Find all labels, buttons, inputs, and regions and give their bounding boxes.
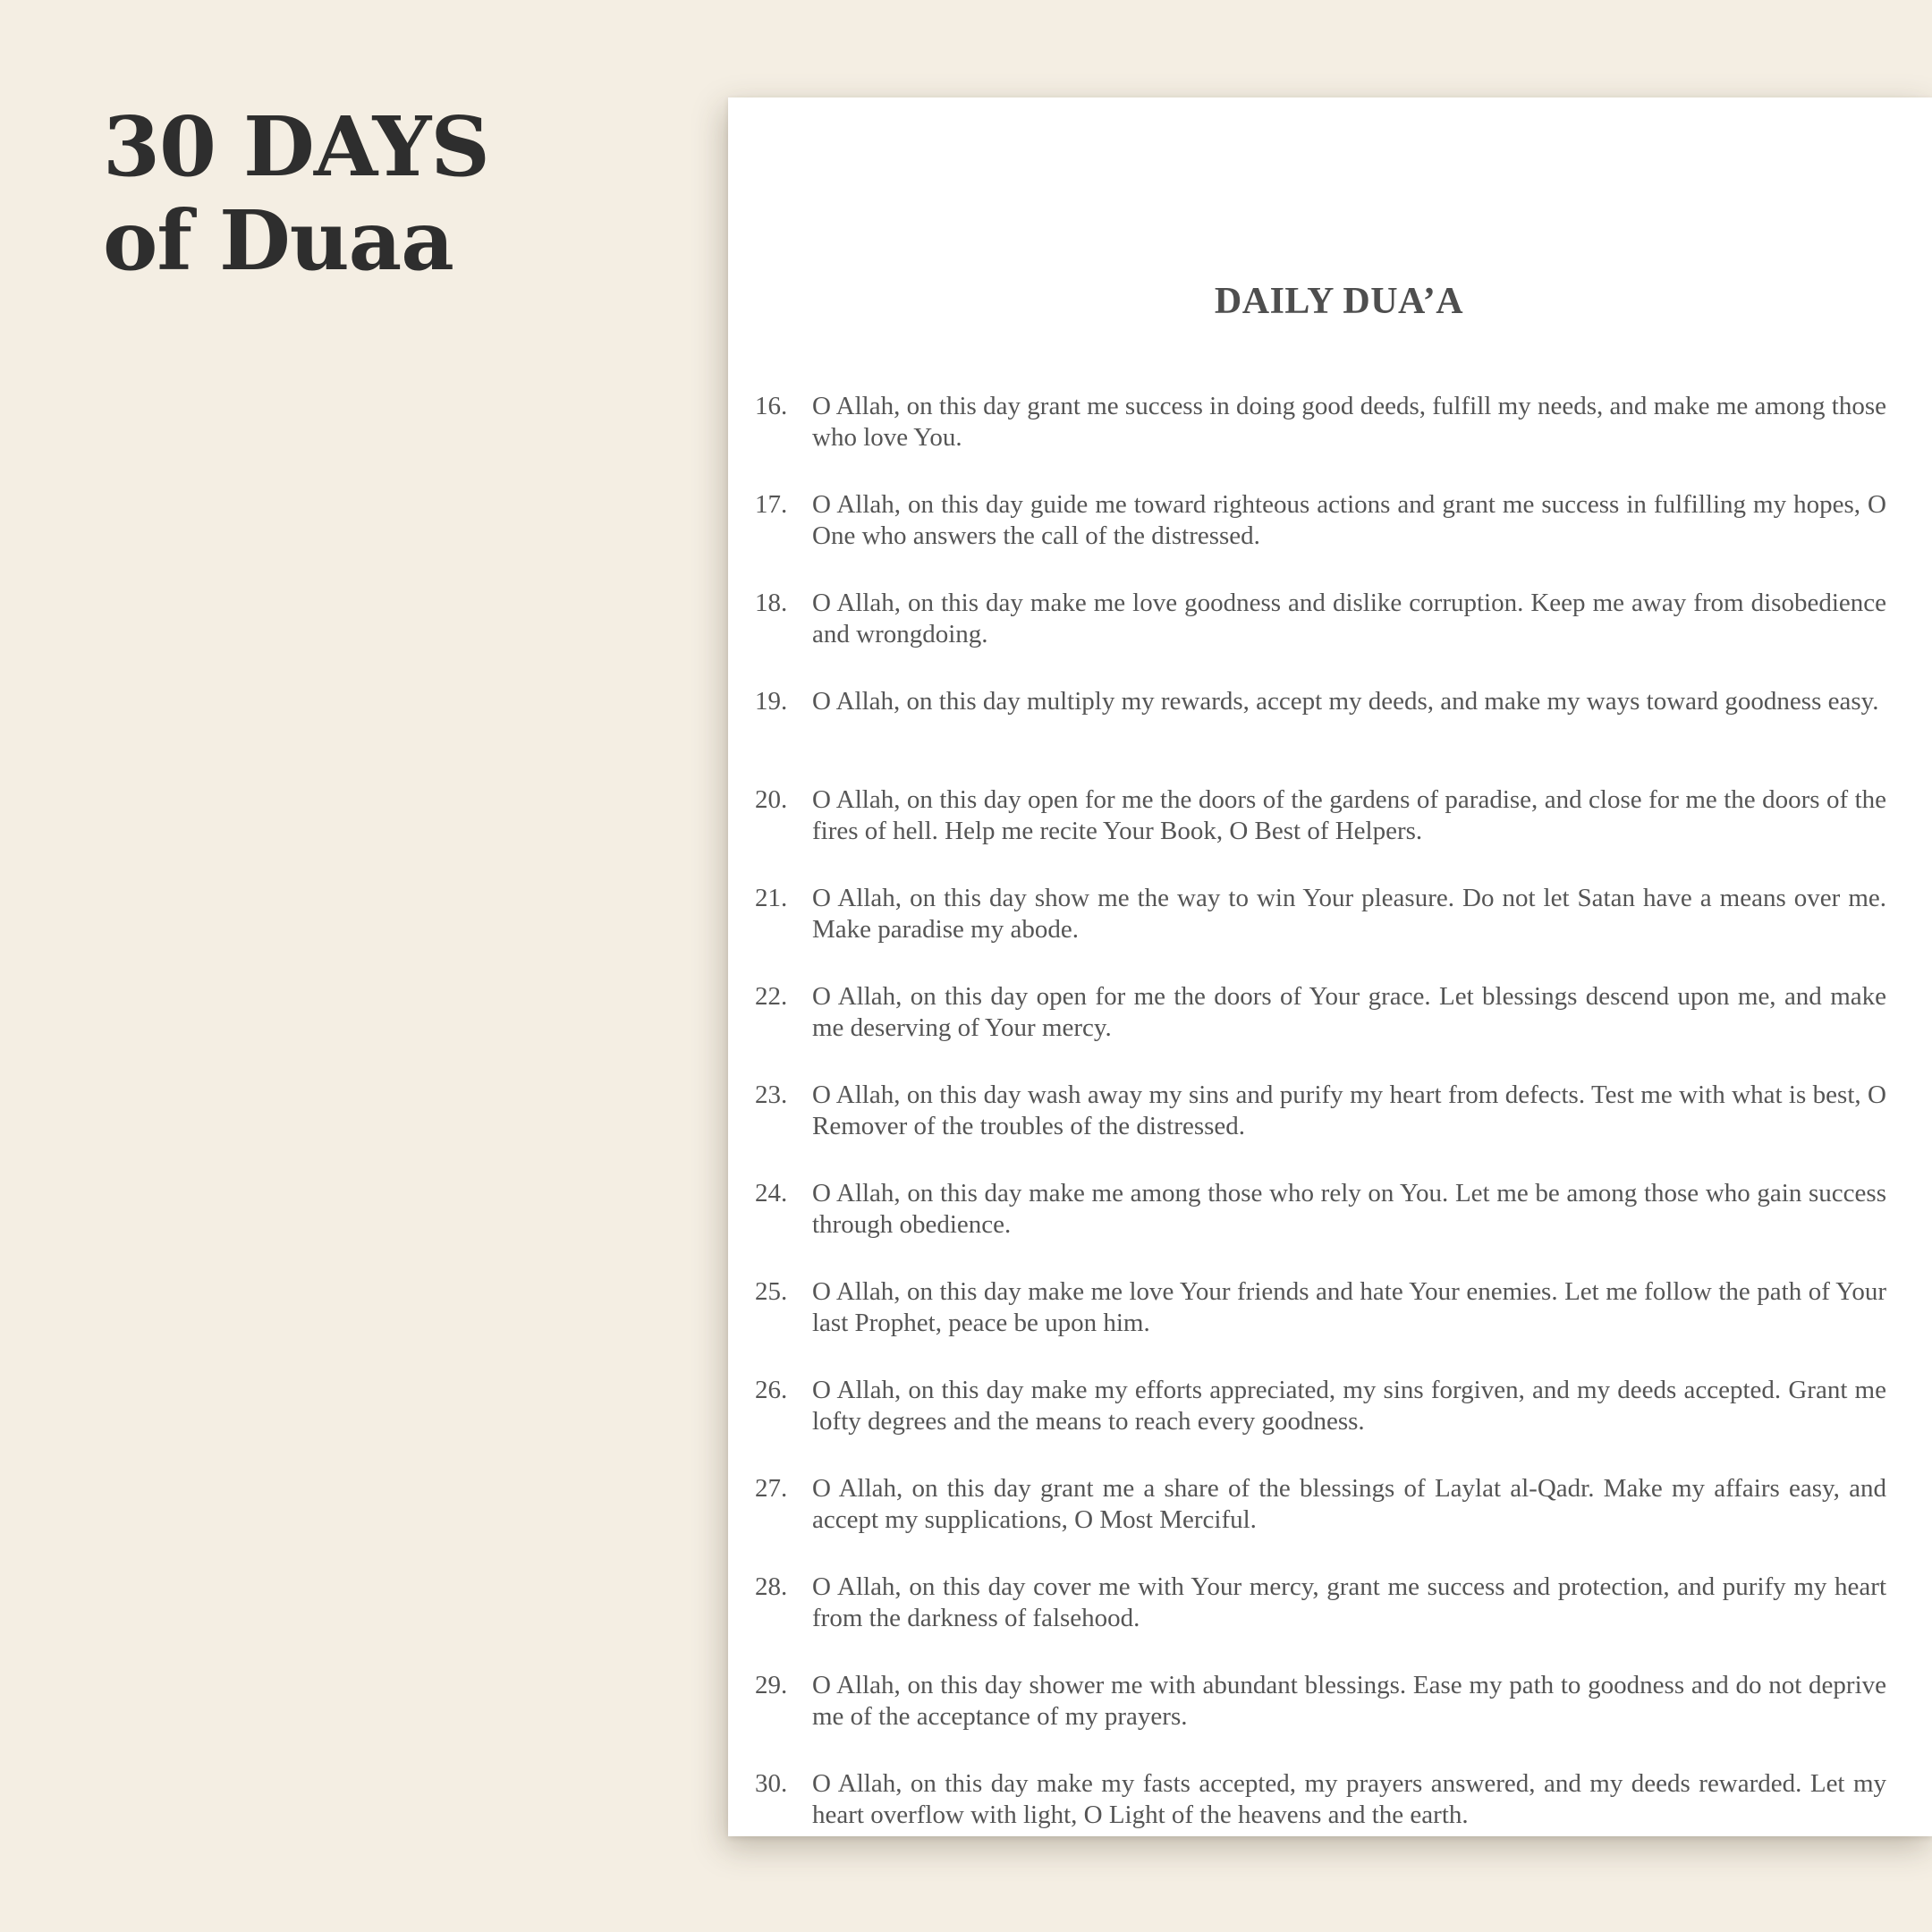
dua-text: O Allah, on this day make my fasts accepted, my prayers answered, and my deeds rewarded. Let my heart overflow with light, O Light of the heavens and the earth.	[812, 1769, 1886, 1829]
dua-text: O Allah, on this day open for me the doors of Your grace. Let blessings descend upon me, and make me deserving of Your mercy.	[812, 982, 1886, 1042]
dua-text: O Allah, on this day grant me a share of the blessings of Laylat al-Qadr. Make my affairs easy, and accept my supplications, O Most Merciful.	[812, 1474, 1886, 1534]
page-heading: DAILY DUA’A	[1214, 281, 1464, 322]
dua-text: O Allah, on this day show me the way to win Your pleasure. Do not let Satan have a means over me. Make paradise my abode.	[812, 884, 1886, 944]
dua-number: 18.	[755, 589, 788, 617]
list-item	[755, 1572, 1886, 1670]
list-item	[755, 686, 1886, 784]
dua-text: O Allah, on this day guide me toward righteous actions and grant me success in fulfilling my hopes, O One who answers the call of the distressed.	[812, 490, 1886, 550]
list-item	[755, 391, 1886, 489]
dua-number: 26.	[755, 1376, 788, 1404]
list-item	[755, 1178, 1886, 1276]
dua-number: 23.	[755, 1080, 788, 1109]
dua-text: O Allah, on this day make me love Your friends and hate Your enemies. Let me follow the path of Your last Prophet, peace be upon him.	[812, 1277, 1886, 1337]
list-item	[755, 883, 1886, 981]
list-item	[755, 1276, 1886, 1375]
dua-text: O Allah, on this day make me among those who rely on You. Let me be among those who gain success through obedience.	[812, 1179, 1886, 1239]
dua-number: 16.	[755, 392, 788, 420]
dua-text: O Allah, on this day wash away my sins and purify my heart from defects. Test me with what is best, O Remover of the troubles of the distressed.	[812, 1080, 1886, 1140]
list-item	[755, 981, 1886, 1080]
dua-number: 27.	[755, 1474, 788, 1503]
list-item	[755, 784, 1886, 883]
list-item	[755, 1375, 1886, 1473]
dua-text: O Allah, on this day open for me the doors of the gardens of paradise, and close for me the doors of the fires of hell. Help me recite Your Book, O Best of Helpers.	[812, 785, 1886, 845]
dua-number: 21.	[755, 884, 788, 912]
dua-number: 28.	[755, 1572, 788, 1601]
hero-title-line-1: 30 DAYS	[103, 98, 489, 195]
dua-text: O Allah, on this day cover me with Your mercy, grant me success and protection, and purify my heart from the darkness of falsehood.	[812, 1572, 1886, 1632]
dua-number: 24.	[755, 1179, 788, 1208]
list-item	[755, 588, 1886, 686]
dua-number: 25.	[755, 1277, 788, 1306]
dua-text: O Allah, on this day shower me with abundant blessings. Ease my path to goodness and do not deprive me of the acceptance of my prayers.	[812, 1671, 1886, 1731]
dua-number: 30.	[755, 1769, 788, 1798]
dua-number: 19.	[755, 687, 788, 716]
dua-list	[755, 391, 1886, 1867]
dua-number: 17.	[755, 490, 788, 519]
dua-text: O Allah, on this day make me love goodness and dislike corruption. Keep me away from disobedience and wrongdoing.	[812, 589, 1886, 648]
dua-text: O Allah, on this day make my efforts appreciated, my sins forgiven, and my deeds accepted. Grant me lofty degrees and the means to reach every goodness.	[812, 1376, 1886, 1436]
dua-number: 29.	[755, 1671, 788, 1699]
dua-number: 20.	[755, 785, 788, 814]
hero-title	[103, 100, 489, 288]
dua-number: 22.	[755, 982, 788, 1011]
document-page	[728, 97, 1932, 1836]
list-item	[755, 1768, 1886, 1867]
dua-text: O Allah, on this day grant me success in doing good deeds, fulfill my needs, and make me among those who love You.	[812, 392, 1886, 452]
list-item	[755, 1473, 1886, 1572]
list-item	[755, 1670, 1886, 1768]
list-item	[755, 1080, 1886, 1178]
dua-text: O Allah, on this day multiply my rewards, accept my deeds, and make my ways toward goodness easy.	[812, 687, 1879, 716]
hero-title-line-2: of Duaa	[103, 192, 453, 289]
list-item	[755, 489, 1886, 588]
